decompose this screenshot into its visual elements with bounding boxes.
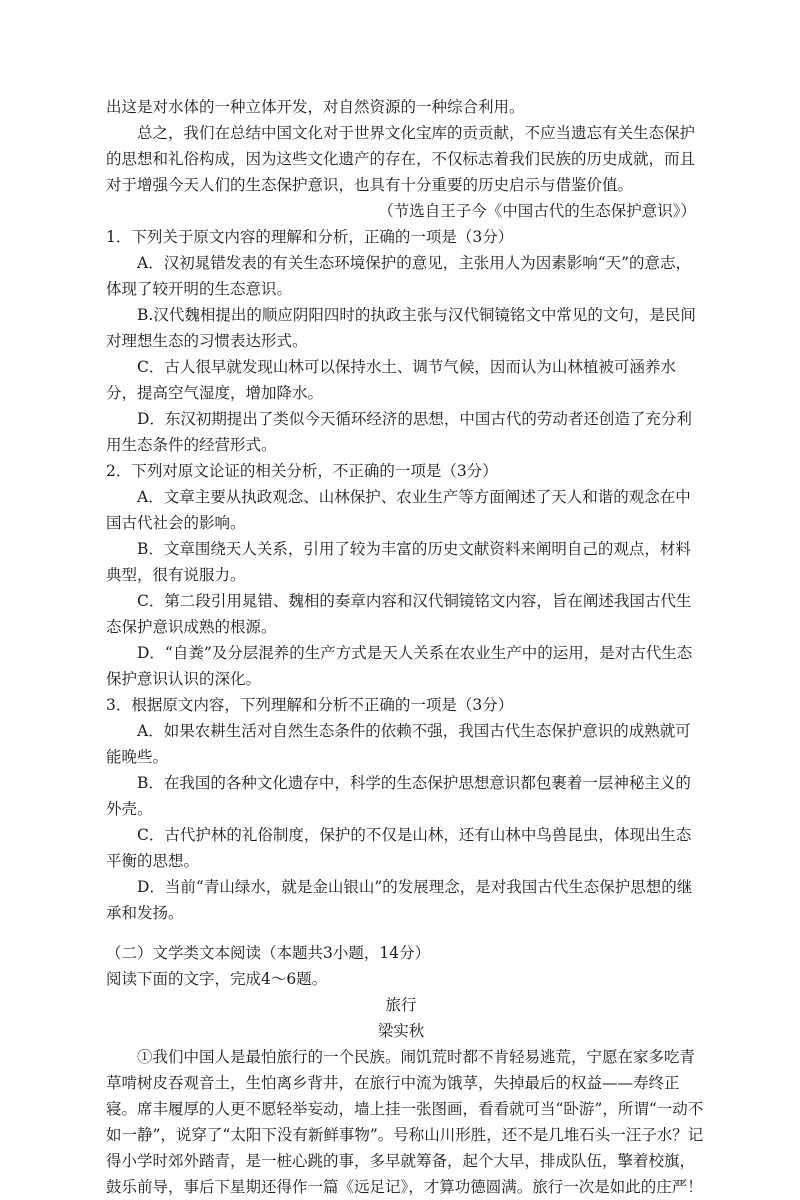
section-heading: （二）文学类文本阅读（本题共3小题，14分）	[106, 944, 431, 962]
reading-instruction: 阅读下面的文字，完成4～6题。	[106, 970, 328, 988]
article-paragraph-1: ①我们中国人是最怕旅行的一个民族。闹饥荒时都不肯轻易逃荒，宁愿在家多吃青草啃树皮吞观音土，生怕离乡背井，在旅行中流为饿莩，失掉最后的权益——寿终正寝。席丰履厚的人更不愿轻举妄动，墙上挂一张图画，看看就可当“卧游”，所谓“一动不如一静”，说穿了“太阳下没有新鲜事物”。号称山川形胜，还不是几堆石头一汪子水？记得小学时郊外踏青，是一桩心跳的事，多早就筹备，起个大早，排成队伍，擎着校旗，鼓乐前导，事后下星期还得作一篇《远足记》，才算功德圆满。旅行一次是如此的庄严！	[106, 1048, 704, 1196]
question-1-option-b: B.汉代魏相提出的顺应阴阳四时的执政主张与汉代铜镜铭文中常见的文句，是民间对理想生态的习惯表达形式。	[106, 306, 696, 350]
source-citation: （节选自王子今《中国古代的生态保护意识》）	[378, 202, 696, 220]
question-3-option-b: B．在我国的各种文化遗存中，科学的生态保护思想意识都包裹着一层神秘主义的外壳。	[106, 774, 691, 818]
question-2-option-d: D．“自粪”及分层混养的生产方式是天人关系在农业生产中的运用，是对古代生态保护意识认识的深化。	[106, 644, 693, 688]
question-1-stem: 1．下列关于原文内容的理解和分析，正确的一项是（3分）	[106, 228, 514, 246]
question-3-option-c: C．古代护林的礼俗制度，保护的不仅是山林，还有山林中鸟兽昆虫，体现出生态平衡的思想。	[106, 826, 692, 870]
summary-paragraph: 总之，我们在总结中国文化对于世界文化宝库的贡贡献，不应当遗忘有关生态保护的思想和礼俗构成，因为这些文化遗产的存在，不仅标志着我们民族的历史成就，而且对于增强今天人们的生态保护意识，也具有十分重要的历史启示与借鉴价值。	[106, 124, 696, 194]
question-1-option-c: C．古人很早就发现山林可以保持水土、调节气候，因而认为山林植被可涵养水分，提高空气湿度，增加降水。	[106, 358, 676, 402]
question-1-option-d: D．东汉初期提出了类似今天循环经济的思想，中国古代的劳动者还创造了充分利用生态条件的经营形式。	[106, 410, 692, 454]
question-2-stem: 2．下列对原文论证的相关分析，不正确的一项是（3分）	[106, 462, 498, 480]
question-2-option-c: C．第二段引用晁错、魏相的奏章内容和汉代铜镜铭文内容，旨在阐述我国古代生态保护意识成熟的根源。	[106, 592, 692, 636]
question-3-option-d: D．当前“青山绿水，就是金山银山”的发展理念，是对我国古代生态保护思想的继承和发扬。	[106, 878, 693, 922]
question-1-option-a: A．汉初晁错发表的有关生态环境保护的意见，主张用人为因素影响“天”的意志，体现了较开明的生态意识。	[106, 254, 692, 298]
question-3-option-a: A．如果农耕生活对自然生态条件的依赖不强，我国古代生态保护意识的成熟就可能晚些。	[106, 722, 691, 766]
article-title: 旅行	[385, 996, 417, 1014]
article-author: 梁实秋	[377, 1022, 425, 1040]
continuation-line: 出这是对水体的一种立体开发，对自然资源的一种综合利用。	[106, 98, 525, 116]
question-2-option-a: A．文章主要从执政观念、山林保护、农业生产等方面阐述了天人和谐的观念在中国古代社会的影响。	[106, 488, 691, 532]
question-3-stem: 3．根据原文内容，下列理解和分析不正确的一项是（3分）	[106, 696, 514, 714]
question-2-option-b: B．文章围绕天人关系，引用了较为丰富的历史文献资料来阐明自己的观点，材料典型，很有说服力。	[106, 540, 691, 584]
